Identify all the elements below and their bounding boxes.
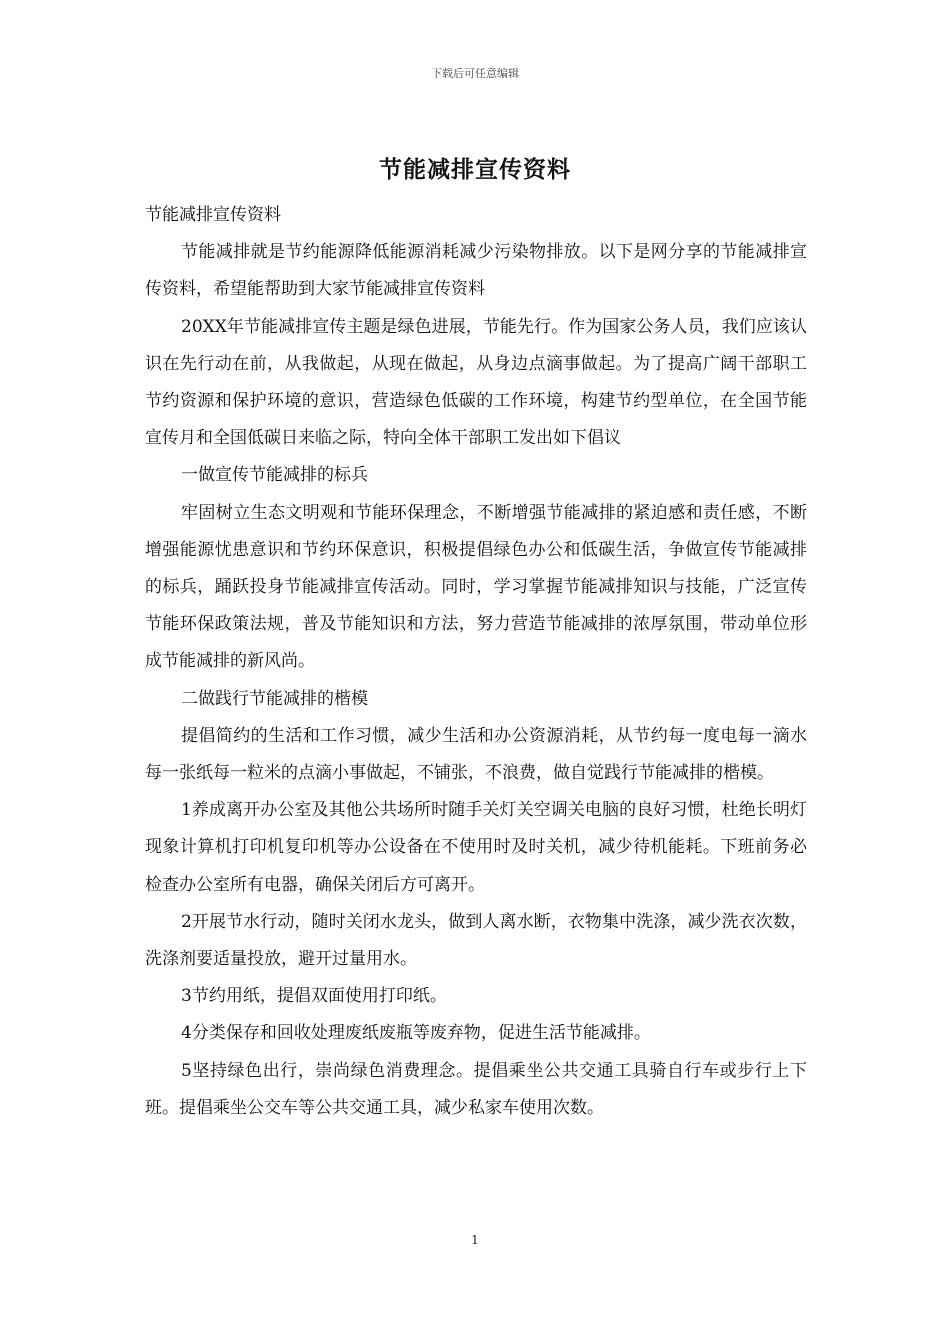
page-number: 1 — [471, 1233, 479, 1247]
list-item-1: 1养成离开办公室及其他公共场所时随手关灯关空调关电脑的良好习惯，杜绝长明灯现象计算机打印机复印机等办公设备在不使用时及时关机，减少待机能耗。下班前务必检查办公室所有电器，确保关闭后方可离开。 — [145, 800, 807, 895]
page-header-note: 下载后可任意编辑 — [431, 67, 519, 80]
list-item-3: 3节约用纸，提倡双面使用打印纸。 — [181, 986, 447, 1007]
document-title: 节能减排宣传资料 — [379, 156, 571, 183]
paragraph-intro: 节能减排就是节约能源降低能源消耗减少污染物排放。以下是网分享的节能减排宣传资料，希望能帮助到大家节能减排宣传资料 — [145, 242, 807, 300]
list-item-4: 4分类保存和回收处理废纸废瓶等废弃物，促进生活节能减排。 — [181, 1023, 651, 1044]
section-heading-2: 二做践行节能减排的楷模 — [181, 688, 368, 709]
paragraph-section-2: 提倡简约的生活和工作习惯，减少生活和办公资源消耗，从节约每一度电每一滴水每一张纸每一粒米的点滴小事做起，不铺张，不浪费，做自觉践行节能减排的楷模。 — [145, 725, 807, 784]
list-item-2: 2开展节水行动，随时关闭水龙头，做到人离水断，衣物集中洗涤，减少洗衣次数，洗涤剂要适量投放，避开过量用水。 — [145, 911, 807, 970]
list-item-5: 5坚持绿色出行，崇尚绿色消费理念。提倡乘坐公共交通工具骑自行车或步行上下班。提倡乘坐公交车等公共交通工具，减少私家车使用次数。 — [145, 1060, 807, 1118]
document-subtitle: 节能减排宣传资料 — [145, 205, 281, 225]
paragraph-section-1: 牢固树立生态文明观和节能环保理念，不断增强节能减排的紧迫感和责任感，不断增强能源忧患意识和节约环保意识，积极提倡绿色办公和低碳生活，争做宣传节能减排的标兵，踊跃投身节能减排宣传活动。同时，学习掌握节能减排知识与技能，广泛宣传节能环保政策法规，普及节能知识和方法，努力营造节能减排的浓厚氛围，带动单位形成节能减排的新风尚。 — [145, 502, 807, 672]
paragraph-theme: 20XX年节能减排宣传主题是绿色进展，节能先行。作为国家公务人员，我们应该认识在先行动在前，从我做起，从现在做起，从身边点滴事做起。为了提高广阔干部职工节约资源和保护环境的意识，营造绿色低碳的工作环境，构建节约型单位，在全国节能宣传月和全国低碳日来临之际，特向全体干部职工发出如下倡议 — [145, 316, 807, 449]
document-body — [145, 197, 807, 1127]
section-heading-1: 一做宣传节能减排的标兵 — [181, 465, 368, 486]
